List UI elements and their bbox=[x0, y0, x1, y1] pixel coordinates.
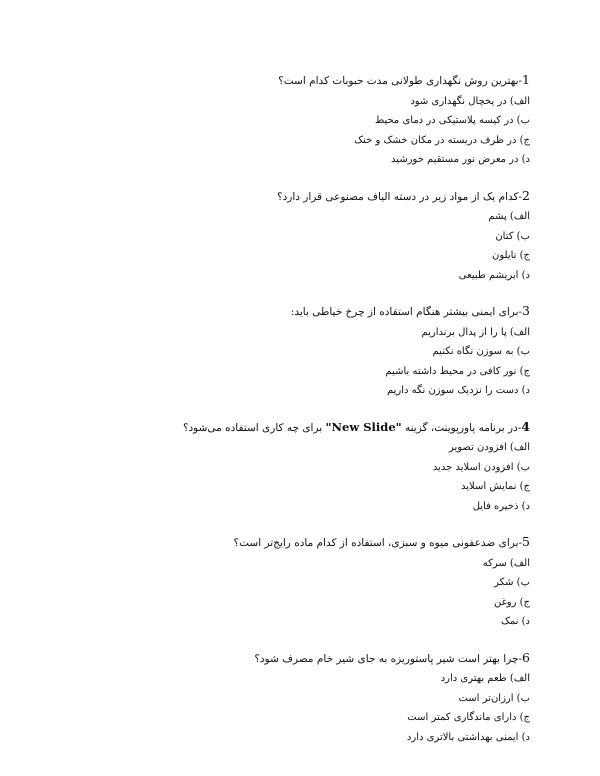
question-3-stem bbox=[90, 301, 530, 323]
question-4 bbox=[90, 417, 530, 517]
question-5-option-b: ب) شکر bbox=[494, 577, 530, 588]
question-3-option-a: الف) پا را از پدال برنداریم bbox=[421, 326, 530, 338]
question-4-term: "New Slide" bbox=[325, 419, 402, 434]
question-1-option-a: الف) در یخچال نگهداری شود bbox=[410, 95, 530, 107]
question-1-option-d: د) در معرض نور مستقیم خورشید bbox=[391, 154, 530, 165]
question-4-stem bbox=[90, 417, 530, 439]
question-4-text-after: برای چه کاری استفاده می‌شود؟ bbox=[182, 421, 326, 434]
question-2-stem bbox=[90, 186, 530, 208]
question-6-number: 6 bbox=[522, 649, 530, 665]
question-5-option-a: الف) سرکه bbox=[482, 557, 530, 569]
question-2-number: 2 bbox=[522, 187, 530, 203]
question-1-option-b: ب) در کیسه پلاستیکی در دمای محیط bbox=[374, 115, 530, 126]
question-4-option-d: د) ذخیره فایل bbox=[472, 500, 530, 512]
question-1-stem bbox=[90, 70, 530, 92]
question-2-option-c: ج) نایلون bbox=[492, 250, 530, 261]
question-6-text: -چرا بهتر است شیر پاستوریزه به جای شیر خام مصرف شود؟ bbox=[254, 652, 523, 665]
question-3-number: 3 bbox=[522, 303, 530, 318]
question-4-option-c: ج) نمایش اسلاید bbox=[460, 481, 530, 492]
question-2-option-b: ب) کتان bbox=[495, 230, 530, 242]
question-3-text: -برای ایمنی بیشتر هنگام استفاده از چرخ خیاطی باید: bbox=[290, 306, 523, 318]
question-3-option-d: د) دست را نزدیک سوزن نگه داریم bbox=[386, 385, 530, 396]
question-5-number: 5 bbox=[522, 534, 530, 549]
question-3 bbox=[90, 301, 530, 401]
question-4-option-a: الف) افزودن تصویر bbox=[448, 442, 530, 453]
question-5-option-c: ج) روغن bbox=[493, 596, 530, 608]
question-list bbox=[90, 70, 530, 763]
question-5 bbox=[90, 532, 530, 632]
question-3-option-c: ج) نور کافی در محیط داشته باشیم bbox=[385, 365, 530, 377]
question-5-option-d: د) نمک bbox=[500, 616, 530, 627]
question-4-option-b: ب) افزودن اسلاید جدید bbox=[432, 461, 530, 473]
question-4-number: 4 bbox=[521, 418, 530, 434]
question-6-option-a: الف) طعم بهتری دارد bbox=[440, 673, 530, 684]
question-4-text-before: -در برنامه پاورپوینت، گزینه bbox=[401, 421, 522, 434]
question-1-option-c: ج) در ظرف دربسته در مکان خشک و خنک bbox=[354, 134, 530, 146]
question-1 bbox=[90, 70, 530, 170]
question-1-text: -بهترین روش نگهداری طولانی مدت حبوبات کدام است؟ bbox=[278, 75, 523, 87]
question-2-text: -کدام یک از مواد زیر در دسته الیاف مصنوعی قرار دارد؟ bbox=[277, 190, 523, 203]
question-5-text: -برای ضدعفونی میوه و سبزی، استفاده از کدام ماده رایج‌تر است؟ bbox=[233, 537, 523, 549]
question-2-option-d: د) ابریشم طبیعی bbox=[458, 269, 530, 281]
question-6-option-d: د) ایمنی بهداشتی بالاتری دارد bbox=[406, 731, 530, 743]
question-2-option-a: الف) پشم bbox=[488, 211, 530, 222]
question-3-option-b: ب) به سوزن نگاه نکنیم bbox=[432, 346, 530, 357]
question-6-option-c: ج) دارای ماندگاری کمتر است bbox=[407, 712, 530, 723]
question-6-stem bbox=[90, 648, 530, 670]
question-6 bbox=[90, 648, 530, 748]
question-2 bbox=[90, 186, 530, 286]
question-6-option-b: ب) ارزان‌تر است bbox=[458, 692, 530, 704]
question-1-number: 1 bbox=[522, 72, 530, 87]
question-5-stem bbox=[90, 532, 530, 554]
